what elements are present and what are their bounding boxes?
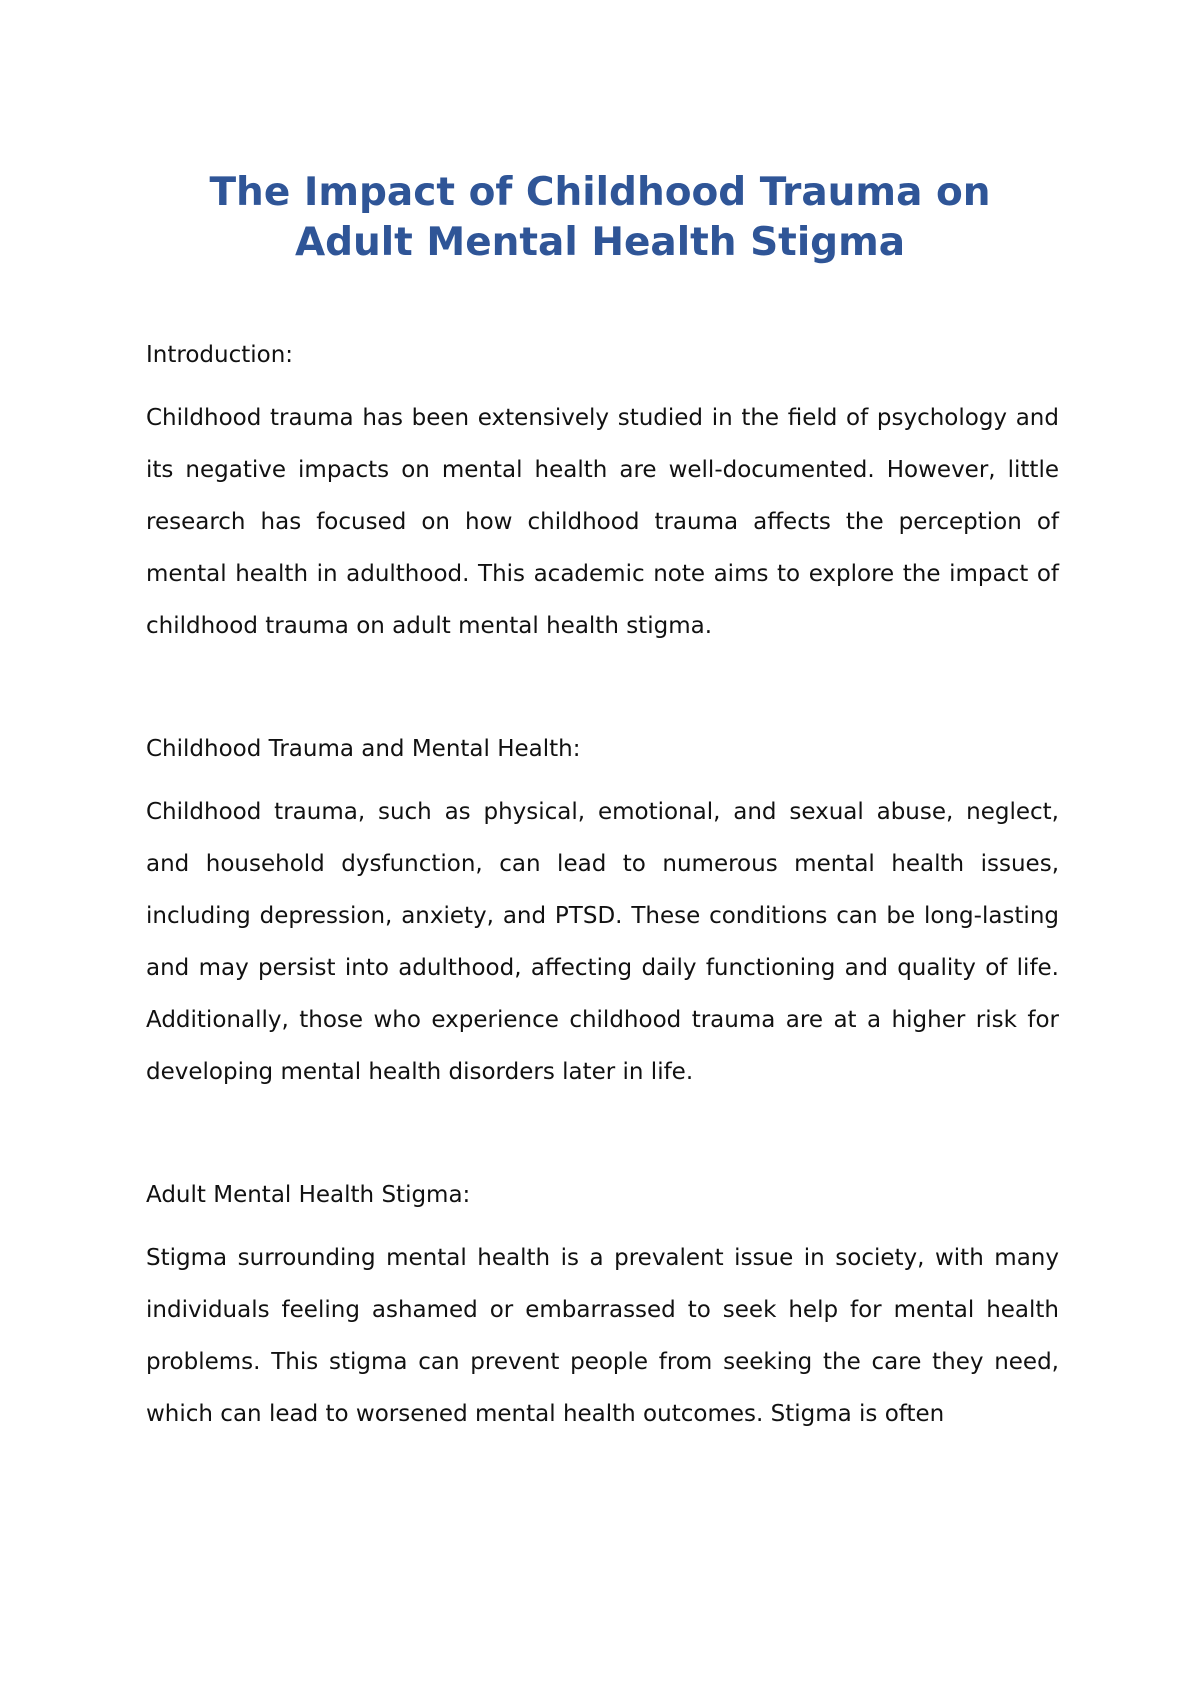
document-title — [150, 168, 1050, 268]
title-line-1: The Impact of Childhood Trauma on — [209, 170, 991, 215]
section-paragraph: Childhood trauma has been extensively studied in the field of psychology and its negative impacts on mental health are well-documented. However, little research has focused on how childhood trauma affects the perception of mental health in adulthood. This academic note aims to explore the impact of childhood trauma on adult mental health stigma. — [146, 405, 1059, 639]
section-introduction — [146, 340, 1059, 652]
title-line-2: Adult Mental Health Stigma — [294, 220, 906, 265]
section-heading: Introduction: — [146, 342, 294, 368]
section-paragraph: Stigma surrounding mental health is a prevalent issue in society, with many individuals feeling ashamed or embarrassed to seek help for mental health problems. This stigma can prevent people from seeking the care they need, which can lead to worsened mental health outcomes. Stigma is often — [146, 1245, 1059, 1427]
document-body — [146, 340, 1059, 1440]
section-heading: Childhood Trauma and Mental Health: — [146, 736, 581, 762]
section-trauma-mental-health — [146, 734, 1059, 1098]
section-mental-health-stigma — [146, 1180, 1059, 1440]
section-paragraph: Childhood trauma, such as physical, emotional, and sexual abuse, neglect, and household dysfunction, can lead to numerous mental health issues, including depression, anxiety, and PTSD. These conditions can be long-lasting and may persist into adulthood, affecting daily functioning and quality of life. Additionally, those who experience childhood trauma are at a higher risk for developing mental health disorders later in life. — [146, 799, 1059, 1085]
section-heading: Adult Mental Health Stigma: — [146, 1182, 471, 1208]
